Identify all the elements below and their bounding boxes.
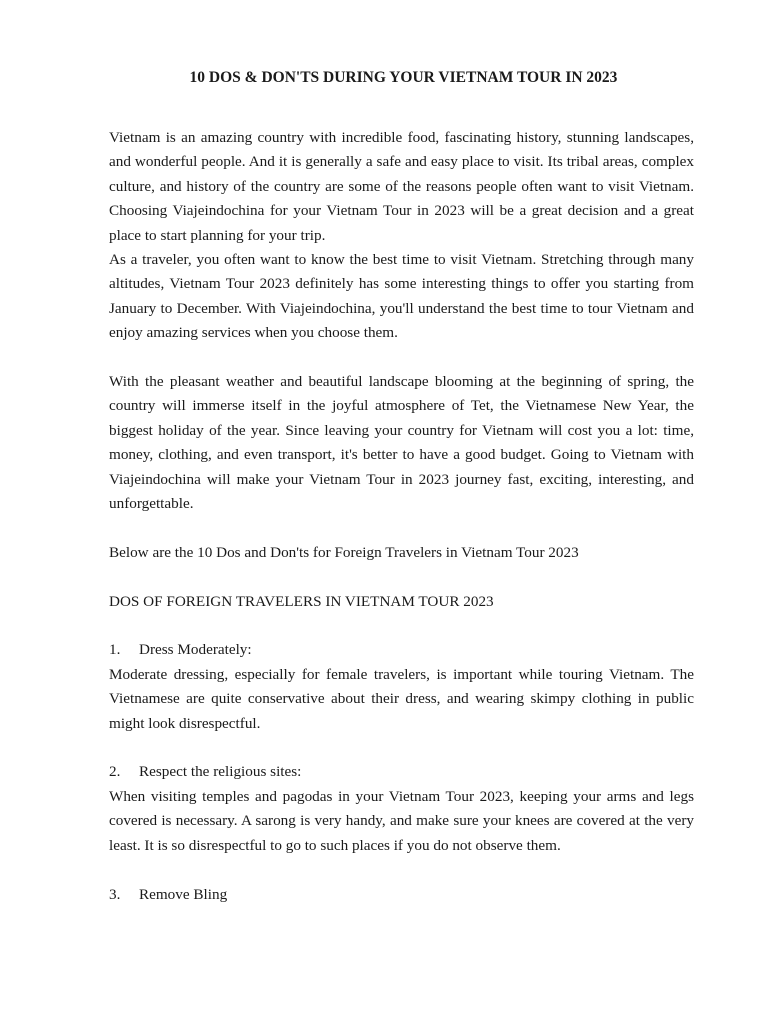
spacer: [109, 516, 694, 540]
intro-paragraph: Vietnam is an amazing country with incredible food, fascinating history, stunning landscapes, and wonderful people. And it is generally a safe and easy place to visit. Its tribal areas, complex culture, and history of the country are some of the reasons people often want to visit Vietnam. Choosing Viajeindochina for your Vietnam Tour in 2023 will be a great decision and a great place to start planning for your trip.: [109, 129, 694, 244]
spacer: [109, 736, 694, 760]
best-time-paragraph: As a traveler, you often want to know the best time to visit Vietnam. Stretching through many altitudes, Vietnam Tour 2023 definitely has some interesting things to offer you starting from January to December. With Viajeindochina, you'll understand the best time to tour Vietnam and enjoy amazing services when you choose them.: [109, 251, 694, 342]
list-item-body: When visiting temples and pagodas in your Vietnam Tour 2023, keeping your arms and legs covered is necessary. A sarong is very handy, and make sure your knees are covered at the very least. It is so disrespectful to go to such places if you do not observe them.: [109, 787, 694, 854]
list-item-heading: [109, 883, 694, 907]
list-item-number: 1.: [109, 641, 121, 659]
list-item-title: Dress Moderately:: [139, 641, 252, 659]
list-item-body: Moderate dressing, especially for female travelers, is important while touring Vietnam. The Vietnamese are quite conservative about their dress, and wearing skimpy clothing in public might look disrespectful.: [109, 665, 694, 732]
list-intro-paragraph: Below are the 10 Dos and Don'ts for Foreign Travelers in Vietnam Tour 2023: [109, 543, 579, 561]
section-heading: DOS OF FOREIGN TRAVELERS IN VIETNAM TOUR 2023: [109, 592, 494, 610]
spring-paragraph: With the pleasant weather and beautiful landscape blooming at the beginning of spring, the country will immerse itself in the joyful atmosphere of Tet, the Vietnamese New Year, the biggest holiday of the year. Since leaving your country for Vietnam will cost you a lot: time, money, clothing, and even transport, it's better to have a good budget. Going to Vietnam with Viajeindochina will make your Vietnam Tour in 2023 journey fast, exciting, interesting, and unforgettable.: [109, 373, 694, 513]
list-item-number: 3.: [109, 885, 121, 903]
spacer: [109, 858, 694, 882]
spacer: [109, 346, 694, 370]
list-item-heading: [109, 638, 694, 662]
list-item-title: Respect the religious sites:: [139, 763, 302, 781]
list-item-heading: [109, 760, 694, 784]
spacer: [109, 614, 694, 638]
list-item-title: Remove Bling: [139, 885, 228, 903]
spacer: [109, 565, 694, 589]
document-title: 10 DOS & DON'TS DURING YOUR VIETNAM TOUR IN 2023: [189, 69, 618, 86]
list-item-number: 2.: [109, 763, 121, 781]
